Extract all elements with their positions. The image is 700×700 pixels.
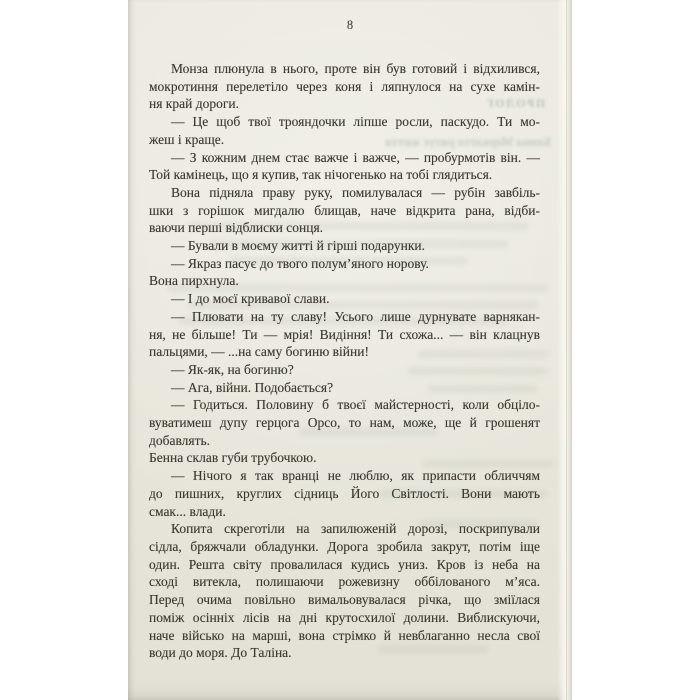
text-line: ваючи перші відблиски сонця. (149, 220, 324, 236)
text-line: — Нічого я так вранці не люблю, як припасти обличчям (171, 468, 540, 484)
book-page-photo (128, 0, 572, 700)
text-line: жеш і краще. (149, 131, 225, 147)
text-line: Перед очима повільно вимальовувалася річка, що зміїлася (149, 592, 540, 608)
text-line: смак... влади. (149, 503, 226, 519)
text-line: Копита скреготіли на запилюженій дорозі, поскрипували (171, 521, 540, 537)
text-line: шки з горішок мигдалю блищав, наче відкрита рана, відби- (149, 202, 540, 218)
text-line: Вона пирхнула. (149, 273, 239, 289)
text-line: Монза плюнула в нього, проте він був готовий і відхилився, (171, 61, 540, 76)
text-line: наче військо на марші, вона стрімко й невблаганно несла свої (149, 627, 540, 643)
text-line: пальцями, — ...на саму богиню війни! (149, 344, 369, 360)
text-line: — Плювати на ту славу! Усього лише дурнувате варнякан- (171, 308, 540, 324)
text-line: — Годиться. Половину б твоєї майстерності, коли обціло- (171, 397, 540, 413)
text-block (149, 60, 540, 662)
text-line: — З кожним днем стає важче і важче, — пробурмотів він. — (171, 149, 540, 165)
text-line: сході витекла, полишаючи рожевизну оббілованого м’яса. (149, 574, 540, 590)
text-line: — Якраз пасує до твого полум’яного норову. (171, 255, 429, 271)
text-line: один. Решта світу провалилася кудись униз. Кров із неба на (149, 556, 540, 572)
text-line: мокротиння перелетіло через коня і ляпнулося на сухе камін- (149, 78, 540, 94)
text-line: до пишних, круглих сідниць Його Світлості. Вони мають (149, 485, 540, 501)
text-line: — Це щоб твої трояндочки ліпше росли, паскудо. Ти мо- (171, 114, 540, 130)
text-line: Бенна склав губи трубочкою. (149, 450, 317, 466)
bleed-through-chapter-title: Бенна Меркатто рятує життя (385, 135, 551, 149)
text-line: Той камінець, що я купив, так нічогенько на тобі глядиться. (149, 167, 493, 183)
text-line: добавлять. (149, 432, 211, 448)
bleed-through-heading: ПРОЛОГ (484, 98, 546, 110)
text-line: ня, не більше! Ти — мрія! Видіння! Ти схожа... — він клацнув (149, 326, 540, 342)
text-line: — Ага, війни. Подобається? (171, 379, 334, 395)
text-line: сідла, бряжчали обладунки. Дорога зробила закрут, потім іще (149, 538, 540, 554)
text-line: Вона підняла праву руку, помилувалася — рубін завбіль- (171, 184, 540, 200)
text-line: — Бували в моєму житті й гірші подарунки. (171, 238, 425, 254)
page-number: 8 (346, 18, 354, 32)
text-line: ня край дороги. (149, 96, 239, 112)
text-line: поміж осінніх лісів на дні крутосхилої долини. Виблискуючи, (149, 609, 540, 625)
page-edge (557, 0, 572, 700)
text-line: води до моря. До Таліна. (149, 645, 292, 661)
text-line: — І до моєї кривавої слави. (171, 291, 330, 307)
text-line: вуватимеш дупу герцога Орсо, то нам, може, ще й грошенят (149, 415, 540, 431)
text-line: — Як-як, на богиню? (171, 361, 294, 377)
